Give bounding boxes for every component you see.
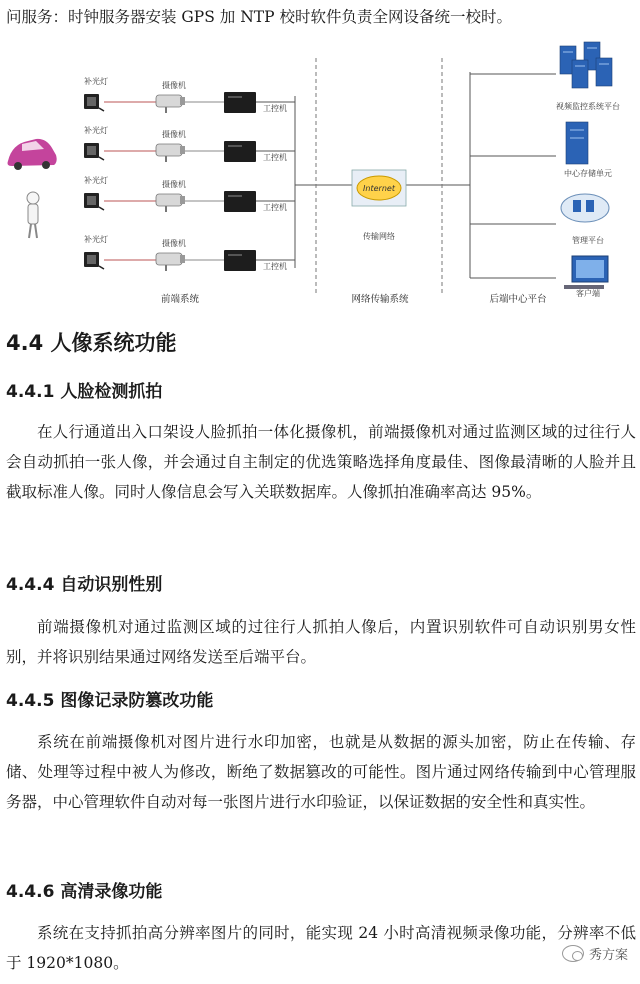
industrial-pc-icon bbox=[224, 92, 256, 113]
paragraph-tamper-proof: 系统在前端摄像机对图片进行水印加密，也就是从数据的源头加密，防止在传输、存储、处理等过程中被人为修改，断绝了数据篡改的可能性。图片通过网络传输到中心管理服务器，中心管理软件自动对每一张图片进行水印验证，以保证数据的安全性和真实性。 bbox=[6, 733, 636, 811]
light-label: 补光灯 bbox=[84, 176, 108, 185]
backend-item bbox=[470, 42, 620, 111]
camera-label: 摄像机 bbox=[162, 81, 186, 90]
backend-item bbox=[470, 256, 608, 298]
watermark bbox=[562, 944, 628, 963]
camera-icon bbox=[156, 144, 185, 162]
ipc-label: 工控机 bbox=[263, 262, 287, 271]
backend-label: 中心存储单元 bbox=[564, 169, 612, 178]
network-label: 传输网络 bbox=[363, 232, 395, 241]
camera-icon bbox=[156, 95, 185, 113]
subheading-4-4-1: 4.4.1 人脸检测抓拍 bbox=[6, 382, 163, 402]
watermark-text: 秀方案 bbox=[588, 948, 628, 963]
management-cloud-icon bbox=[561, 194, 609, 222]
ipc-label: 工控机 bbox=[263, 104, 287, 113]
subheading-4-4-4: 4.4.4 自动识别性别 bbox=[6, 575, 163, 595]
fill-light-icon bbox=[84, 252, 104, 269]
car-icon bbox=[8, 139, 57, 170]
section-label-network: 网络传输系统 bbox=[351, 294, 409, 305]
industrial-pc-icon bbox=[224, 250, 256, 271]
fill-light-icon bbox=[84, 143, 104, 160]
industrial-pc-icon bbox=[224, 191, 256, 212]
camera-label: 摄像机 bbox=[162, 130, 186, 139]
ipc-label: 工控机 bbox=[263, 153, 287, 162]
front-row bbox=[84, 175, 295, 212]
wechat-icon bbox=[562, 945, 584, 962]
front-row bbox=[84, 234, 295, 271]
server-cluster-icon bbox=[560, 42, 612, 88]
paragraph-face-capture: 在人行通道出入口架设人脸抓拍一体化摄像机，前端摄像机对通过监测区域的过往行人会自动抓拍一张人像，并会通过自主制定的优选策略选择角度最佳、图像最清晰的人脸并且截取标准人像。同时人像信息会写入关联数据库。人像抓拍准确率高达 95%。 bbox=[6, 423, 636, 501]
client-computer-icon bbox=[564, 256, 608, 289]
camera-label: 摄像机 bbox=[162, 180, 186, 189]
section-heading-4-4: 4.4 人像系统功能 bbox=[6, 331, 177, 355]
person-icon bbox=[27, 192, 39, 238]
camera-icon bbox=[156, 194, 185, 212]
intro-line: 问服务：时钟服务器安装 GPS 加 NTP 校时软件负责全网设备统一校时。 bbox=[6, 8, 512, 26]
section-label-front: 前端系统 bbox=[160, 294, 200, 305]
paragraph-hd-recording: 系统在支持抓拍高分辨率图片的同时，能实现 24 小时高清视频录像功能，分辨率不低于 1920*1080。 bbox=[6, 924, 636, 972]
subheading-4-4-6: 4.4.6 高清录像功能 bbox=[6, 882, 163, 902]
backend-label: 管理平台 bbox=[572, 236, 604, 245]
subheading-4-4-5: 4.4.5 图像记录防篡改功能 bbox=[6, 691, 214, 711]
cloud-text: Internet bbox=[363, 184, 395, 193]
backend-item bbox=[470, 194, 609, 245]
industrial-pc-icon bbox=[224, 141, 256, 162]
network-topology-diagram bbox=[0, 38, 640, 314]
internet-cloud-icon bbox=[352, 170, 406, 206]
camera-label: 摄像机 bbox=[162, 239, 186, 248]
light-label: 补光灯 bbox=[84, 77, 108, 86]
backend-label: 视频监控系统平台 bbox=[556, 102, 620, 111]
front-row bbox=[84, 125, 295, 162]
section-label-backend: 后端中心平台 bbox=[489, 294, 547, 305]
backend-item bbox=[470, 122, 612, 178]
fill-light-icon bbox=[84, 193, 104, 210]
light-label: 补光灯 bbox=[84, 126, 108, 135]
ipc-label: 工控机 bbox=[263, 203, 287, 212]
storage-server-icon bbox=[566, 122, 588, 164]
fill-light-icon bbox=[84, 94, 104, 111]
light-label: 补光灯 bbox=[84, 235, 108, 244]
front-row bbox=[84, 76, 295, 113]
camera-icon bbox=[156, 253, 185, 271]
backend-label: 客户端 bbox=[576, 289, 600, 298]
paragraph-gender: 前端摄像机对通过监测区域的过往行人抓拍人像后，内置识别软件可自动识别男女性别，并将识别结果通过网络发送至后端平台。 bbox=[6, 618, 636, 666]
